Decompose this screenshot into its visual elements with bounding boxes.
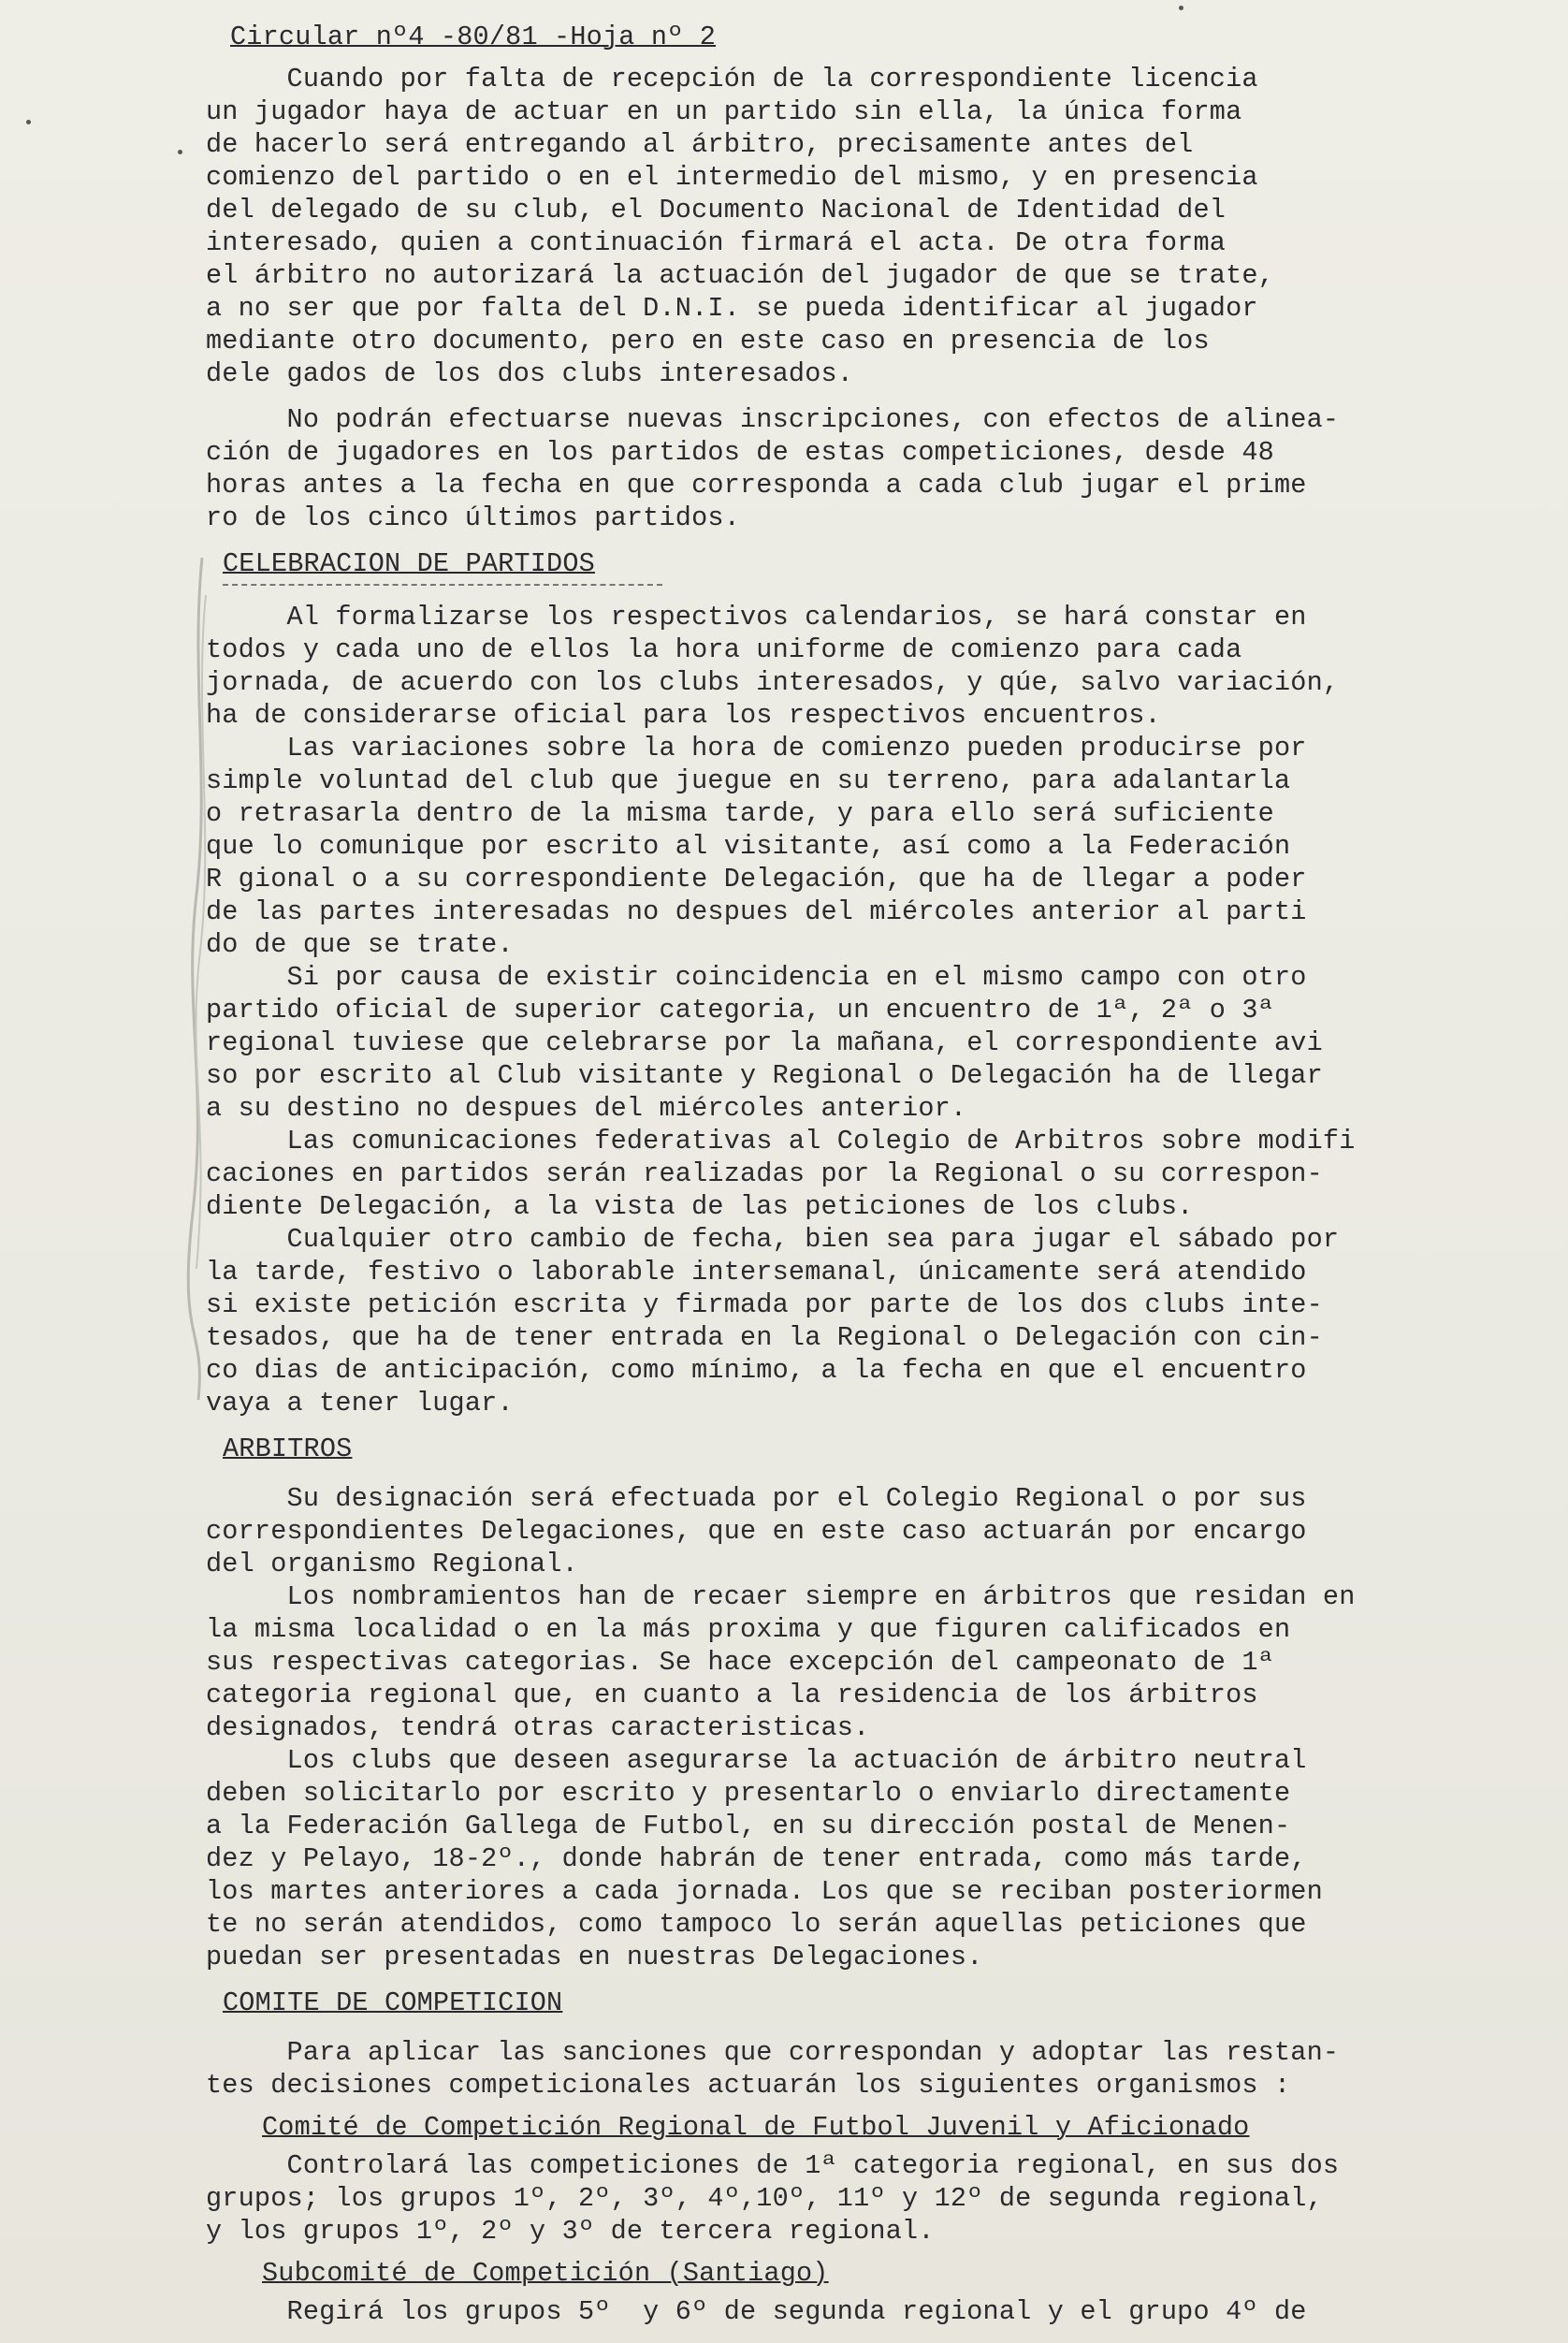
text-line: la tarde, festivo o laborable intersemanal, únicamente será atendido: [206, 1257, 1307, 1288]
text-line: vaya a tener lugar.: [206, 1388, 514, 1419]
text-line: Su designación será efectuada por el Colegio Regional o por sus: [206, 1483, 1307, 1514]
text-line: si existe petición escrita y firmada por parte de los dos clubs inte-: [206, 1289, 1323, 1320]
text-line: partido oficial de superior categoria, un encuentro de 1ª, 2ª o 3ª: [206, 995, 1274, 1026]
text-line: correspondientes Delegaciones, que en este caso actuarán por encargo: [206, 1516, 1307, 1547]
text-line: mediante otro documento, pero en este caso en presencia de los: [206, 326, 1210, 357]
subcomite-santiago-paragraph: [206, 2295, 1516, 2328]
arbitros-paragraph-2: [206, 1580, 1516, 1744]
text-line: do de que se trate.: [206, 929, 514, 960]
text-line: Las variaciones sobre la hora de comienzo pueden producirse por: [206, 733, 1307, 764]
celebracion-paragraph-2: [206, 732, 1516, 961]
text-line: diente Delegación, a la vista de las peticiones de los clubs.: [206, 1191, 1194, 1222]
paper-speck: [178, 150, 182, 154]
paper-speck: [26, 120, 31, 124]
text-line: Si por causa de existir coincidencia en el mismo campo con otro: [206, 962, 1307, 993]
text-line: comienzo del partido o en el intermedio del mismo, y en presencia: [206, 162, 1258, 193]
document-title: Circular nº4 -80/81 -Hoja nº 2: [230, 22, 717, 52]
text-line: dez y Pelayo, 18-2º., donde habrán de tener entrada, como más tarde,: [206, 1843, 1307, 1874]
text-line: un jugador haya de actuar en un partido sin ella, la única forma: [206, 96, 1242, 127]
comite-paragraph-1: [206, 2036, 1516, 2102]
text-line: tesados, que ha de tener entrada en la Regional o Delegación con cin-: [206, 1322, 1323, 1353]
text-line: a no ser que por falta del D.N.I. se pueda identificar al jugador: [206, 293, 1258, 324]
text-line: interesado, quien a continuación firmará el acta. De otra forma: [206, 227, 1227, 258]
text-line: que lo comunique por escrito al visitante, así como a la Federación: [206, 831, 1291, 862]
text-line: Regirá los grupos 5º y 6º de segunda regional y el grupo 4º de: [206, 2296, 1307, 2327]
text-line: horas antes a la fecha en que corresponda a cada club jugar el prime: [206, 470, 1307, 501]
text-line: puedan ser presentadas en nuestras Delegaciones.: [206, 1942, 983, 1972]
text-line: Cualquier otro cambio de fecha, bien sea para jugar el sábado por: [206, 1224, 1340, 1255]
celebracion-paragraph-3: [206, 961, 1516, 1125]
text-line: Cuando por falta de recepción de la correspondiente licencia: [206, 64, 1258, 95]
text-line: No podrán efectuarse nuevas inscripciones, con efectos de alinea-: [206, 404, 1340, 435]
intro-paragraph-1: [206, 63, 1516, 390]
text-line: los martes anteriores a cada jornada. Los que se reciban posteriormen: [206, 1876, 1323, 1907]
section-heading-arbitros: ARBITROS: [223, 1433, 353, 1464]
text-line: regional tuviese que celebrarse por la mañana, el correspondiente avi: [206, 1027, 1323, 1058]
celebracion-paragraph-5: [206, 1223, 1516, 1419]
text-line: del delegado de su club, el Documento Nacional de Identidad del: [206, 195, 1227, 226]
text-line: categoria regional que, en cuanto a la residencia de los árbitros: [206, 1680, 1258, 1710]
text-line: Los nombramientos han de recaer siempre en árbitros que residan en: [206, 1581, 1356, 1612]
text-line: o retrasarla dentro de la misma tarde, y para ello será suficiente: [206, 798, 1274, 829]
text-line: tes decisiones competicionales actuarán los siguientes organismos :: [206, 2070, 1291, 2101]
text-line: Al formalizarse los respectivos calendarios, se hará constar en: [206, 602, 1307, 633]
paper-speck: [1179, 6, 1183, 10]
text-line: de las partes interesadas no despues del miércoles anterior al parti: [206, 896, 1307, 927]
text-line: co dias de anticipación, como mínimo, a la fecha en que el encuentro: [206, 1355, 1307, 1386]
text-line: jornada, de acuerdo con los clubs interesados, y qúe, salvo variación,: [206, 667, 1340, 698]
text-line: ro de los cinco últimos partidos.: [206, 502, 740, 533]
subheading-comite-regional: Comité de Competición Regional de Futbol Juvenil y Aficionado: [262, 2112, 1250, 2143]
text-line: simple voluntad del club que juegue en su terreno, para adalantarla: [206, 765, 1291, 796]
text-line: a la Federación Gallega de Futbol, en su dirección postal de Menen-: [206, 1811, 1291, 1841]
section-heading-comite: COMITE DE COMPETICION: [223, 1987, 563, 2018]
text-line: Los clubs que deseen asegurarse la actuación de árbitro neutral: [206, 1745, 1307, 1776]
text-line: Controlará las competiciones de 1ª categoria regional, en sus dos: [206, 2150, 1340, 2181]
section-heading-celebracion: CELEBRACION DE PARTIDOS: [223, 548, 595, 579]
text-line: Para aplicar las sanciones que correspondan y adoptar las restan-: [206, 2037, 1340, 2068]
text-line: la misma localidad o en la más proxima y que figuren calificados en: [206, 1614, 1291, 1645]
text-line: caciones en partidos serán realizadas por la Regional o su correspon-: [206, 1158, 1323, 1189]
arbitros-paragraph-3: [206, 1744, 1516, 1973]
intro-paragraph-2: [206, 403, 1516, 534]
text-line: y los grupos 1º, 2º y 3º de tercera regional.: [206, 2216, 935, 2247]
text-line: Las comunicaciones federativas al Colegio de Arbitros sobre modifi: [206, 1126, 1356, 1157]
celebracion-paragraph-1: [206, 601, 1516, 732]
text-line: ción de jugadores en los partidos de estas competiciones, desde 48: [206, 437, 1274, 468]
text-line: del organismo Regional.: [206, 1549, 578, 1579]
document-body: [206, 21, 1516, 2328]
text-line: designados, tendrá otras caracteristicas.: [206, 1712, 870, 1743]
text-line: grupos; los grupos 1º, 2º, 3º, 4º,10º, 11º y 12º de segunda regional,: [206, 2183, 1323, 2214]
text-line: deben solicitarlo por escrito y presentarlo o enviarlo directamente: [206, 1778, 1291, 1809]
text-line: te no serán atendidos, como tampoco lo serán aquellas peticiones que: [206, 1909, 1307, 1940]
text-line: a su destino no despues del miércoles anterior.: [206, 1093, 967, 1124]
text-line: R gional o a su correspondiente Delegación, que ha de llegar a poder: [206, 864, 1307, 895]
text-line: ha de considerarse oficial para los respectivos encuentros.: [206, 700, 1161, 731]
text-line: el árbitro no autorizará la actuación del jugador de que se trate,: [206, 260, 1274, 291]
text-line: de hacerlo será entregando al árbitro, precisamente antes del: [206, 129, 1194, 160]
text-line: so por escrito al Club visitante y Regional o Delegación ha de llegar: [206, 1060, 1323, 1091]
arbitros-paragraph-1: [206, 1482, 1516, 1580]
text-line: todos y cada uno de ellos la hora uniforme de comienzo para cada: [206, 634, 1242, 665]
text-line: sus respectivas categorias. Se hace excepción del campeonato de 1ª: [206, 1647, 1274, 1678]
celebracion-paragraph-4: [206, 1125, 1516, 1223]
comite-regional-paragraph: [206, 2149, 1516, 2248]
subheading-subcomite-santiago: Subcomité de Competición (Santiago): [262, 2258, 829, 2289]
text-line: dele gados de los dos clubs interesados.: [206, 358, 854, 389]
